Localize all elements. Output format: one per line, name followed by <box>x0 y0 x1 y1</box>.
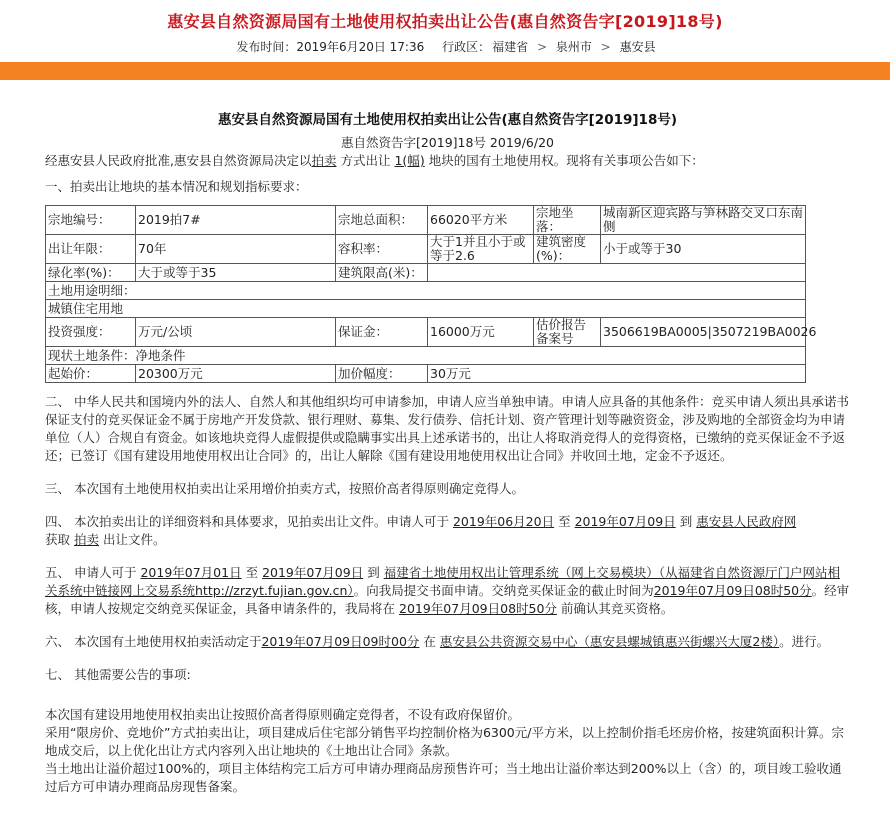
table-cell: 大于1并且小于或等于2.6 <box>428 235 534 264</box>
table-cell: 万元/公顷 <box>136 318 336 347</box>
table-row <box>46 365 806 383</box>
table-row <box>46 347 806 365</box>
announcement-content <box>0 110 850 796</box>
table-row <box>46 282 806 300</box>
table-cell: 起始价： <box>46 365 136 383</box>
region-city-link[interactable]: 泉州市 <box>555 40 592 54</box>
table-cell <box>428 264 806 282</box>
table-cell: 小于或等于30 <box>601 235 806 264</box>
table-cell: 土地用途明细： <box>46 282 806 300</box>
document-source-link[interactable]: 惠安县人民政府网 <box>696 514 797 529</box>
section-7-paragraph: 当土地出让溢价超过100%的，项目主体结构完工后方可申请办理商品房预售许可；当土地出让溢价率达到200%以上（含）的，项目竣工验收通过后方可申请办理商品房现售备案。 <box>45 761 842 794</box>
table-cell: 建筑限高(米)： <box>336 264 428 282</box>
table-cell: 3506619BA0005|3507219BA0026 <box>601 318 806 347</box>
trading-system-link[interactable]: 福建省土地使用权出让管理系统（网上交易模块）（从福建省自然资源厅门户网站相关系统中链接网上交易系统http://zrzyt.fujian.gov.cn） <box>45 565 840 598</box>
page-title: 惠安县自然资源局国有土地使用权拍卖出让公告(惠自然资告字[2019]18号) <box>167 12 723 31</box>
table-cell: 容积率： <box>336 235 428 264</box>
section-7-paragraph: 本次国有建设用地使用权拍卖出让按照价高者得原则确定竞得者，不设有政府保留价。 <box>45 707 521 722</box>
breadcrumb-separator: > <box>600 40 611 54</box>
parcel-info-table <box>45 205 817 383</box>
region-label: 行政区： <box>442 40 491 54</box>
breadcrumb-separator: > <box>536 40 547 54</box>
intro-method: 拍卖 <box>311 153 337 168</box>
table-cell: 20300万元 <box>136 365 336 383</box>
table-row <box>46 206 806 235</box>
table-cell: 66020平方米 <box>428 206 534 235</box>
table-cell: 2019拍7# <box>136 206 336 235</box>
table-cell: 宗地坐落： <box>534 206 601 235</box>
section-7-paragraph: 采用“限房价、竞地价”方式拍卖出让，项目建成后住宅部分销售平均控制价格为6300元/平方米，以上控制价指毛坯房价格，按建筑面积计算。宗地成交后，以上优化出让方式内容列入出让地块的《土地出让合同》条款。 <box>45 725 844 758</box>
table-cell: 宗地总面积： <box>336 206 428 235</box>
section-1-heading: 一、拍卖出让地块的基本情况和规划指标要求： <box>45 179 308 194</box>
region-province-link[interactable]: 福建省 <box>492 40 529 54</box>
table-cell: 建筑密度(%)： <box>534 235 601 264</box>
table-cell: 现状土地条件：净地条件 <box>46 347 806 365</box>
region-county-link[interactable]: 惠安县 <box>619 40 656 54</box>
table-cell: 大于或等于35 <box>136 264 336 282</box>
table-cell: 估价报告备案号 <box>534 318 601 347</box>
table-cell: 16000万元 <box>428 318 534 347</box>
table-cell: 城南新区迎宾路与笋林路交叉口东南侧 <box>601 206 806 235</box>
table-row <box>46 264 806 282</box>
table-cell: 宗地编号： <box>46 206 136 235</box>
section-4: 四、 本次拍卖出让的详细资料和具体要求，见拍卖出让文件。申请人可于 2019年06月20日 至 2019年07月09日 到 惠安县人民政府网 获取 拍卖 出让文件。 <box>45 514 797 547</box>
intro-paragraph: 经惠安县人民政府批准,惠安县自然资源局决定以拍卖 方式出让 1(幅) 地块的国有土地使用权。现将有关事项公告如下： <box>45 153 704 168</box>
table-cell: 加价幅度： <box>336 365 428 383</box>
section-3: 三、 本次国有土地使用权拍卖出让采用增价拍卖方式，按照价高者得原则确定竞得人。 <box>45 481 524 496</box>
section-5: 五、 申请人可于 2019年07月01日 至 2019年07月09日 到 福建省土地使用权出让管理系统（网上交易模块）（从福建省自然资源厅门户网站相关系统中链接网上交易系统http://zrzyt.fujian.gov.cn）。向我局提交书面申请。交纳竞买保证金的截止时间为2019年07月09日08时50分。经审核，申请人按规定交纳竞买保证金，具备申请条件的，我局将在 2019年07月09日08时50分 前确认其竞买资格。 <box>45 565 850 616</box>
table-cell: 投资强度： <box>46 318 136 347</box>
publish-time: 发布时间：2019年6月20日 17:36 <box>236 40 425 54</box>
section-2: 二、 中华人民共和国境内外的法人、自然人和其他组织均可申请参加，申请人应当单独申请。申请人应具备的其他条件：竞买申请人须出具承诺书保证支付的竞买保证金不属于房地产开发贷款、银行理财、募集、发行债券、信托计划、资产管理计划等融资资金，涉及购地的全部资金均为申请单位（人）合规自有资金。如该地块竞得人虚假提供或隐瞒事实出具上述承诺书的，出让人将取消竞得人的竞得资格，已缴纳的竞买保证金不予返还；已签订《国有建设用地使用权出让合同》的，出让人解除《国有建设用地使用权出让合同》并收回土地，定金不予返还。 <box>45 394 849 463</box>
table-cell: 30万元 <box>428 365 806 383</box>
table-row <box>46 318 806 347</box>
table-row <box>46 300 806 318</box>
section-6: 六、 本次国有土地使用权拍卖活动定于2019年07月09日09时00分 在 惠安县公共资源交易中心（惠安县螺城镇惠兴街螺兴大厦2楼）。进行。 <box>45 634 830 649</box>
orange-divider-bar <box>0 62 890 80</box>
intro-count: 1(幅) <box>394 153 425 168</box>
table-row <box>46 235 806 264</box>
page-header <box>0 0 890 62</box>
document-title: 惠安县自然资源局国有土地使用权拍卖出让公告(惠自然资告字[2019]18号) <box>217 112 678 128</box>
table-cell: 保证金： <box>336 318 428 347</box>
table-cell: 城镇住宅用地 <box>46 300 806 318</box>
meta-line <box>0 39 890 55</box>
section-7-heading: 七、 其他需要公告的事项: <box>45 667 191 682</box>
table-cell: 70年 <box>136 235 336 264</box>
table-cell: 绿化率(%)： <box>46 264 136 282</box>
document-number: 惠自然资告字[2019]18号 2019/6/20 <box>340 135 555 150</box>
table-cell: 出让年限： <box>46 235 136 264</box>
